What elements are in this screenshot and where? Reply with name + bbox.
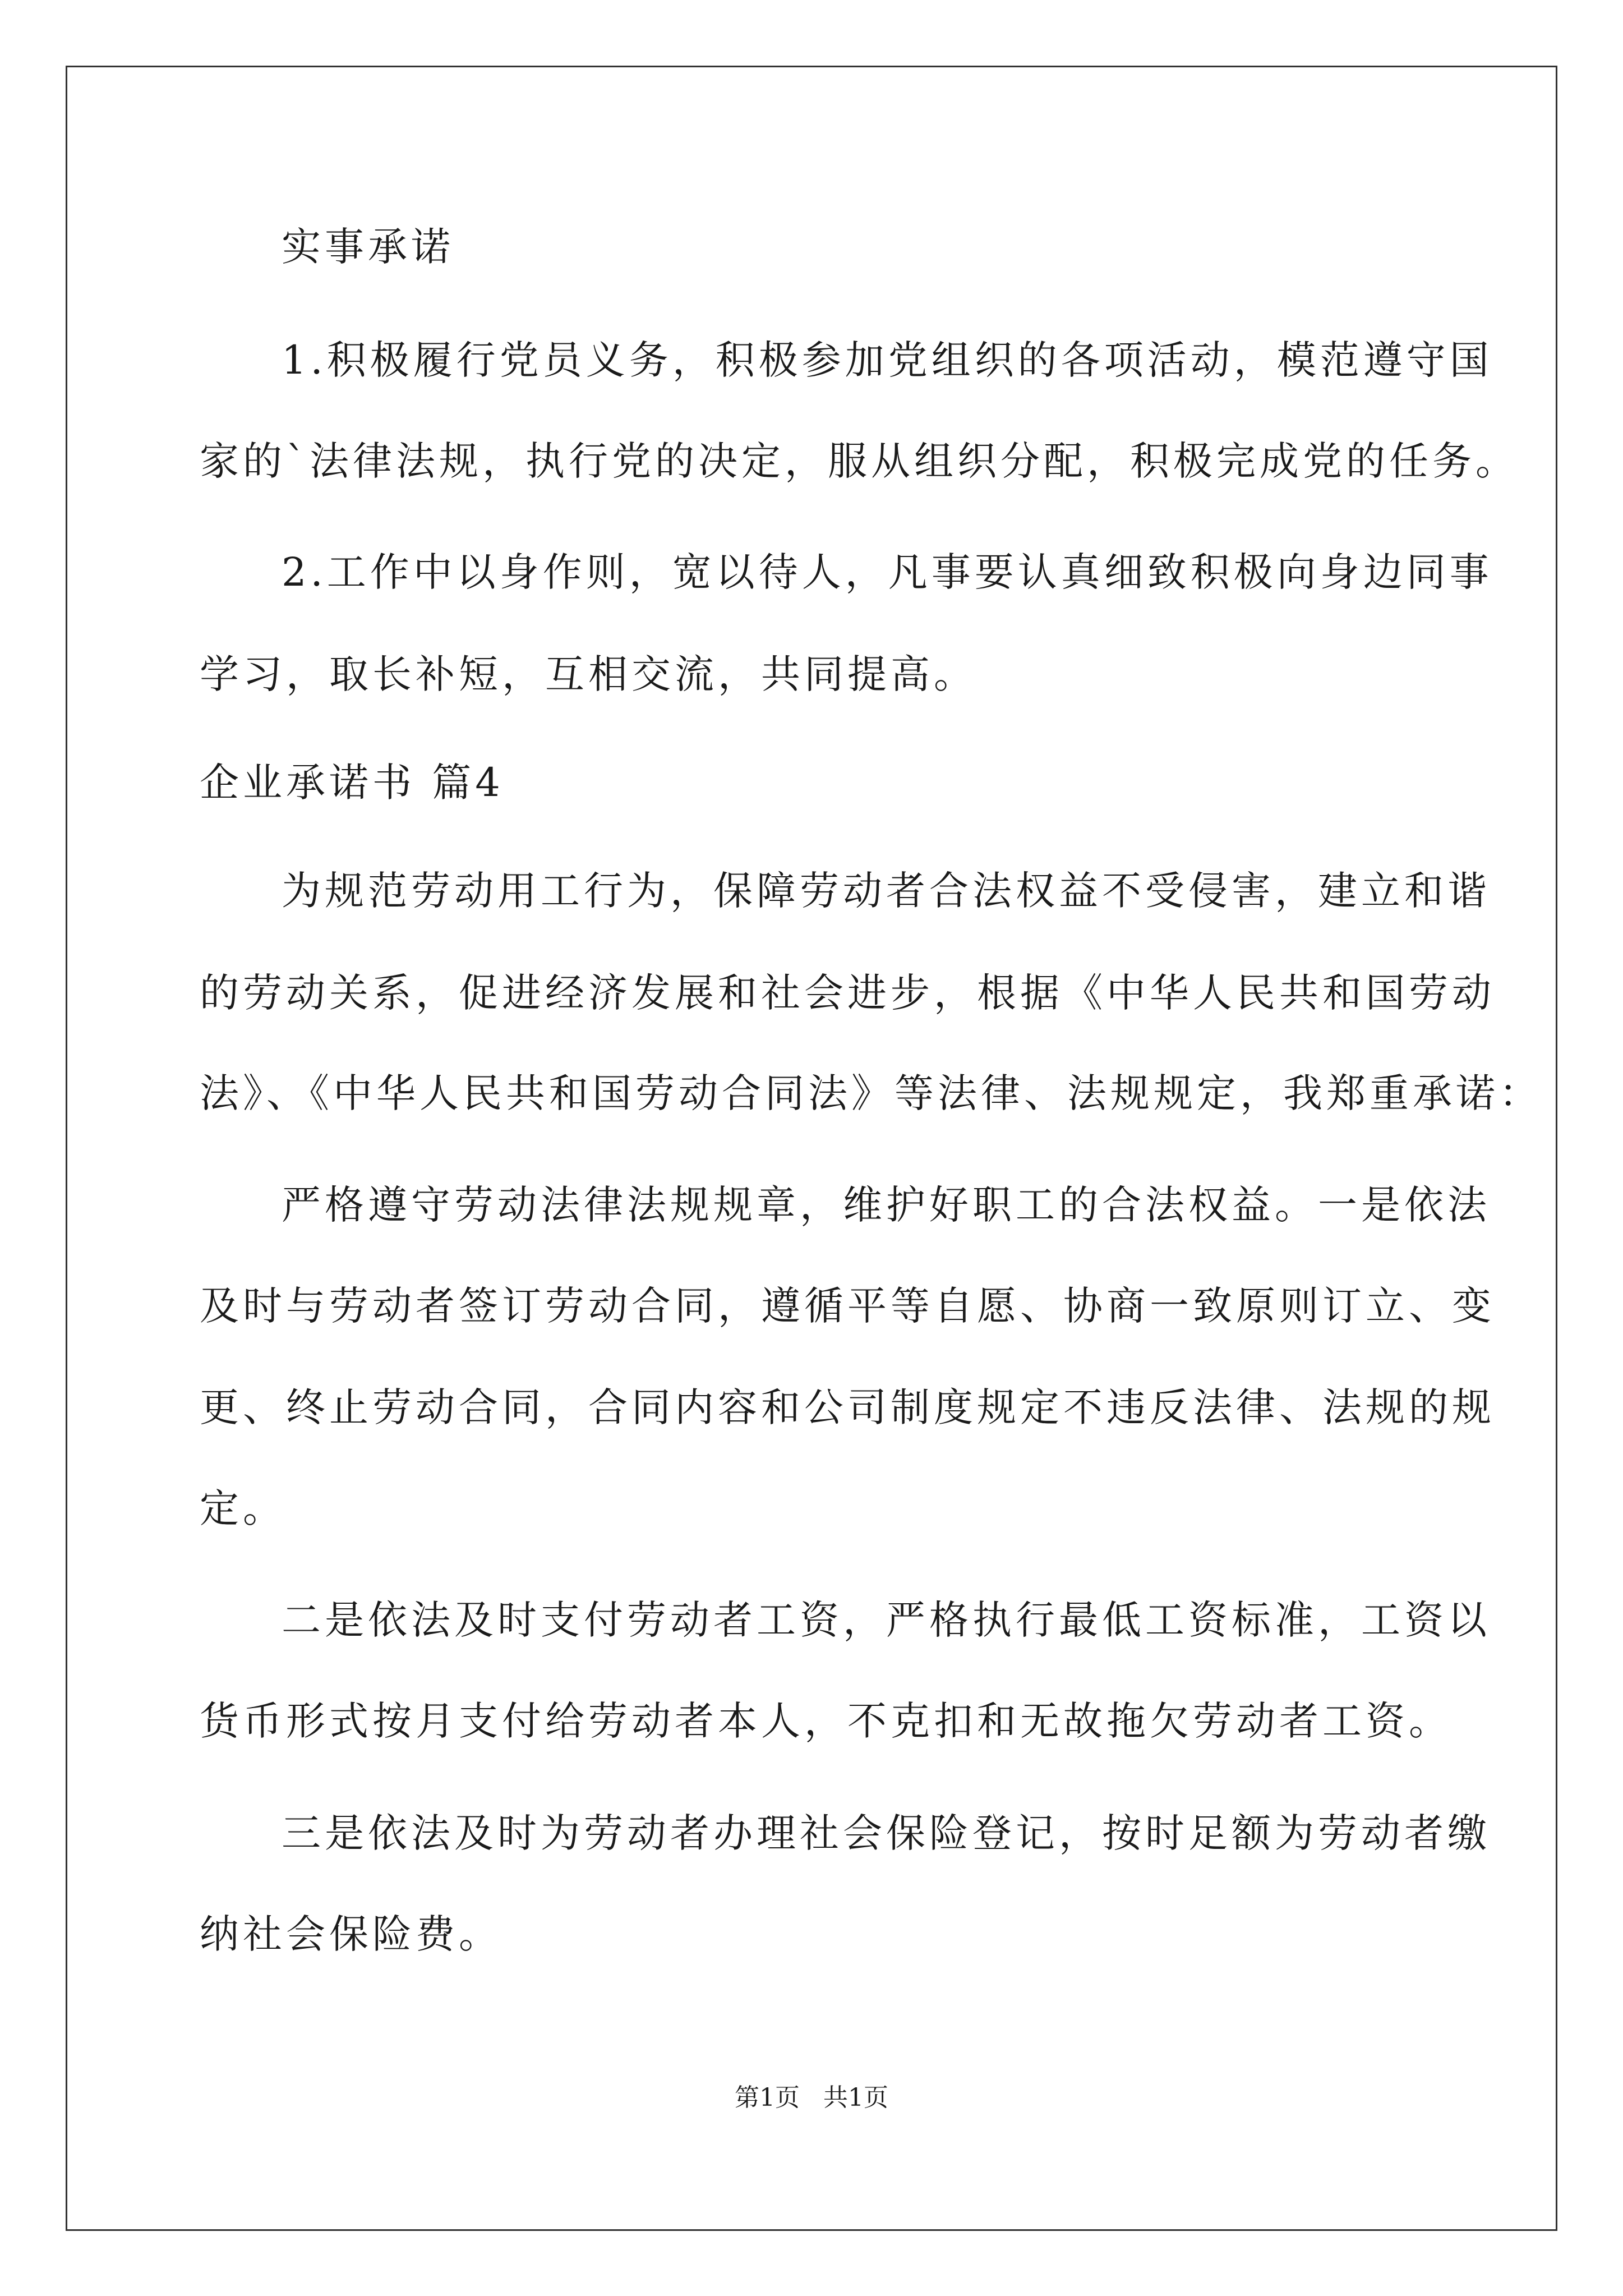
paragraph-line: 2.工作中以身作则，宽以待人，凡事要认真细致积极向身边同事 (282, 549, 1493, 595)
page-footer: 第1页 共1页 (735, 2083, 888, 2112)
section-title: 企业承诺书 篇4 (200, 760, 504, 806)
paragraph-line: 严格遵守劳动法律法规规章，维护好职工的合法权益。一是依法 (282, 1182, 1491, 1228)
paragraph-line: 更、终止劳动合同，合同内容和公司制度规定不违反法律、法规的规 (200, 1384, 1495, 1430)
paragraph-line: 为规范劳动用工行为，保障劳动者合法权益不受侵害，建立和谐 (282, 868, 1491, 914)
paragraph-line: 及时与劳动者签订劳动合同，遵循平等自愿、协商一致原则订立、变 (200, 1283, 1495, 1329)
paragraph-line: 1.积极履行党员义务，积极参加党组织的各项活动，模范遵守国 (282, 337, 1493, 383)
paragraph-line: 法》、《中华人民共和国劳动合同法》等法律、法规规定，我郑重承诺： (200, 1070, 1542, 1116)
page-border (66, 66, 1557, 2231)
paragraph-line: 的劳动关系，促进经济发展和社会进步，根据《中华人民共和国劳动 (200, 970, 1495, 1016)
paragraph-line: 定。 (200, 1485, 286, 1531)
paragraph-line: 纳社会保险费。 (200, 1911, 502, 1957)
section-heading-commitment: 实事承诺 (282, 224, 454, 270)
paragraph-line: 三是依法及时为劳动者办理社会保险登记，按时足额为劳动者缴 (282, 1810, 1491, 1856)
paragraph-line: 学习，取长补短，互相交流，共同提高。 (200, 651, 977, 697)
paragraph-line: 货币形式按月支付给劳动者本人，不克扣和无故拖欠劳动者工资。 (200, 1698, 1452, 1744)
paragraph-line: 家的`法律法规，执行党的决定，服从组织分配，积极完成党的任务。 (200, 438, 1519, 484)
paragraph-line: 二是依法及时支付劳动者工资，严格执行最低工资标准，工资以 (282, 1597, 1491, 1643)
